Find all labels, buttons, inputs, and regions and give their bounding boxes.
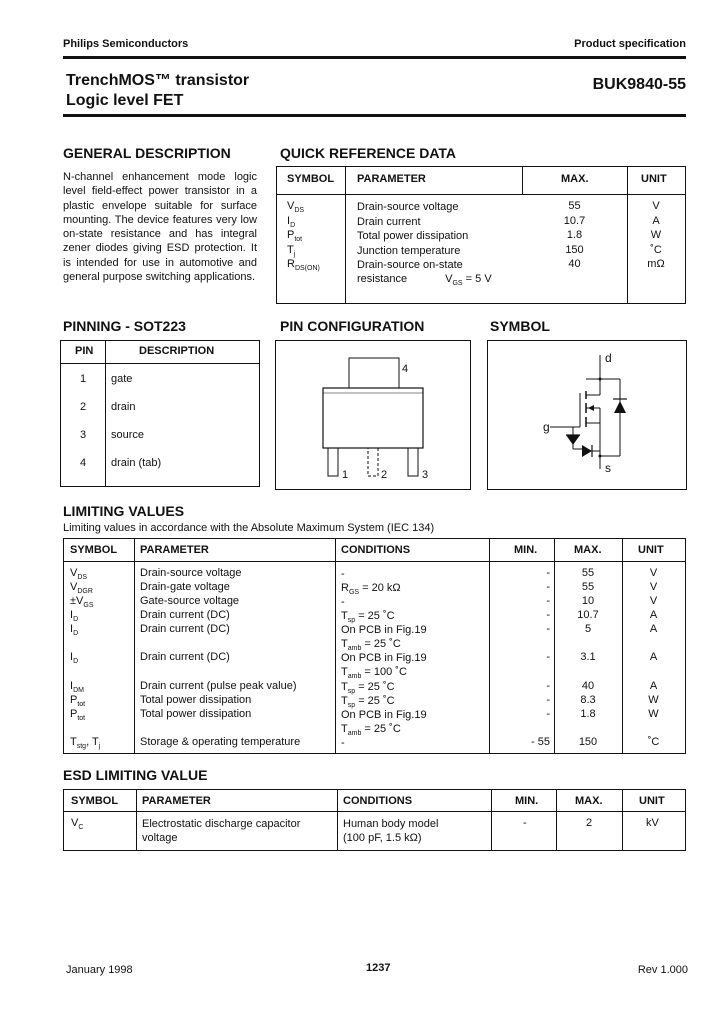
esd-col-max: MAX.	[575, 795, 603, 807]
mosfet-symbol-drawing	[488, 341, 686, 489]
qr-max: 10.7	[563, 214, 586, 227]
pin-description: drain	[111, 401, 136, 413]
qr-condition: $V_{GS} = 5$ V	[445, 273, 492, 288]
lv-max: 55	[581, 567, 595, 579]
lv-min: -	[546, 581, 550, 593]
lv-conditions: $T_{sp} = 25$ ˚C	[341, 610, 395, 625]
lv-max: 40	[581, 680, 595, 692]
lv-col-parameter: PARAMETER	[140, 544, 209, 556]
pin-col-pin: PIN	[75, 345, 94, 357]
esd-col-min: MIN.	[515, 795, 539, 807]
lv-parameter: Drain-gate voltage	[140, 581, 230, 593]
limiting-values-table	[63, 538, 686, 754]
lv-symbol: $I_D$	[70, 609, 79, 624]
lv-min: -	[546, 708, 550, 720]
lv-unit: ˚C	[647, 736, 660, 748]
qr-symbol: $P_{tot}$	[287, 229, 303, 244]
lv-max: 8.3	[580, 694, 596, 706]
lv-parameter: Drain current (DC)	[140, 609, 230, 621]
footer-rev: Rev 1.000	[637, 964, 688, 976]
lv-conditions: On PCB in Fig.19 $T_{amb} = 100$ ˚C	[341, 652, 427, 681]
lv-max: 3.1	[580, 651, 596, 663]
esd-symbol: $V_C$	[71, 817, 84, 832]
lv-max: 10.7	[577, 609, 599, 621]
lv-unit: A	[649, 609, 658, 621]
qr-unit: V	[652, 200, 660, 212]
lv-symbol: $\pm V_{GS}$	[70, 595, 94, 610]
esd-col-unit: UNIT	[639, 795, 665, 807]
esd-col-conditions: CONDITIONS	[343, 795, 413, 807]
lv-max: 10	[581, 595, 595, 607]
lv-symbol: $I_D$	[70, 651, 79, 666]
pin-configuration-heading: PIN CONFIGURATION	[280, 318, 425, 334]
lv-col-unit: UNIT	[638, 544, 664, 556]
qr-col-parameter: PARAMETER	[357, 173, 426, 185]
general-description-text: N-channel enhancement mode logic level field-effect power transistor in a plastic envelope suitable for surface mounting. The device features very low on-state resistance and has integral zener diodes giving ESD protection. It is intended for use in automotive and general purpose switching applications.	[63, 171, 257, 284]
qr-col-unit: UNIT	[641, 173, 667, 185]
lv-parameter: Drain-source voltage	[140, 567, 242, 579]
doc-type: Product specification	[574, 38, 686, 50]
esd-conditions: Human body model (100 pF, 1.5 kΩ)	[343, 818, 439, 844]
esd-parameter: Electrostatic discharge capacitor voltage	[142, 818, 301, 844]
symbol-label-gate: g	[543, 420, 550, 434]
lv-min: -	[546, 609, 550, 621]
qr-parameter: Junction temperature	[357, 244, 461, 257]
lv-symbol: $P_{tot}$	[70, 708, 86, 723]
qr-max: 40	[568, 258, 581, 270]
pin-number: 4	[79, 457, 87, 469]
lv-parameter: Storage & operating temperature	[140, 736, 301, 748]
symbol-label-source: s	[605, 461, 611, 475]
qr-symbol: $R_{DS(ON)}$	[287, 258, 320, 273]
esd-col-symbol: SYMBOL	[71, 795, 119, 807]
pin-number: 3	[79, 429, 87, 441]
lv-unit: W	[648, 694, 659, 706]
esd-unit: kV	[646, 817, 659, 829]
pin-col-description: DESCRIPTION	[139, 345, 215, 357]
esd-col-parameter: PARAMETER	[142, 795, 211, 807]
lv-unit: V	[649, 595, 658, 607]
lv-symbol: $V_{DGR}$	[70, 581, 93, 596]
lv-unit: A	[649, 651, 658, 663]
limiting-values-heading: LIMITING VALUES	[63, 503, 185, 519]
lv-symbol: $V_{DS}$	[70, 567, 88, 582]
symbol-box	[487, 340, 687, 490]
lv-min: -	[546, 680, 550, 692]
company-name: Philips Semiconductors	[63, 38, 189, 50]
lv-unit: A	[649, 623, 658, 635]
lv-min: -	[546, 623, 550, 635]
lv-unit: V	[649, 581, 658, 593]
qr-parameter: Drain current	[357, 215, 421, 228]
pin-label-2: 2	[381, 469, 388, 481]
qr-max: 150	[565, 243, 584, 256]
lv-conditions: -	[341, 568, 345, 580]
lv-parameter: Drain current (pulse peak value)	[140, 680, 297, 692]
part-number: BUK9840-55	[592, 76, 686, 93]
qr-unit: mΩ	[647, 258, 665, 270]
qr-parameter: Drain-source voltage	[357, 201, 459, 213]
lv-min: -	[546, 567, 550, 579]
lv-col-min: MIN.	[514, 544, 538, 556]
lv-min: -	[546, 595, 550, 607]
pin-label-3: 3	[422, 469, 429, 481]
lv-min: -	[546, 651, 550, 663]
lv-conditions: $T_{sp} = 25$ ˚C	[341, 681, 395, 696]
esd-heading: ESD LIMITING VALUE	[63, 767, 208, 783]
qr-symbol: $I_D$	[287, 214, 296, 229]
lv-symbol: $I_{DM}$	[70, 680, 84, 695]
pin-configuration-box	[275, 340, 471, 490]
lv-conditions: On PCB in Fig.19 $T_{amb} = 25$ ˚C	[341, 709, 427, 738]
qr-col-symbol: SYMBOL	[287, 173, 335, 185]
sot223-package-drawing	[276, 341, 470, 489]
qr-unit: ˚C	[650, 243, 662, 256]
symbol-label-drain: d	[605, 351, 612, 365]
pin-description: gate	[111, 373, 133, 385]
lv-symbol: $T_{stg}$, $T_j$	[70, 736, 101, 751]
lv-conditions: $R_{GS} = 20$ kΩ	[341, 582, 401, 597]
lv-parameter: Gate-source voltage	[140, 595, 240, 607]
esd-min: -	[523, 817, 527, 829]
title-rule	[63, 114, 686, 117]
qr-max: 55	[568, 200, 581, 212]
lv-symbol: $P_{tot}$	[70, 694, 86, 709]
qr-max: 1.8	[566, 229, 583, 241]
qr-unit: W	[650, 229, 662, 241]
lv-max: 55	[581, 581, 595, 593]
lv-parameter: Drain current (DC)	[140, 651, 230, 663]
lv-parameter: Total power dissipation	[140, 694, 252, 706]
pin-label-4: 4	[402, 363, 409, 375]
symbol-heading: SYMBOL	[490, 318, 550, 334]
limiting-values-subtitle: Limiting values in accordance with the Absolute Maximum System (IEC 134)	[63, 522, 435, 534]
title-line1: TrenchMOS™ transistor	[66, 72, 250, 89]
quick-reference-heading: QUICK REFERENCE DATA	[280, 145, 457, 161]
lv-parameter: Drain current (DC)	[140, 623, 230, 635]
pin-number: 2	[79, 401, 87, 413]
lv-unit: A	[649, 680, 658, 692]
footer-page: 1237	[366, 962, 391, 974]
lv-parameter: Total power dissipation	[140, 708, 252, 720]
lv-max: 5	[584, 623, 592, 635]
general-description-heading: GENERAL DESCRIPTION	[63, 145, 231, 161]
pin-description: source	[111, 429, 145, 441]
lv-max: 1.8	[580, 708, 596, 720]
lv-conditions: On PCB in Fig.19 $T_{amb} = 25$ ˚C	[341, 624, 427, 653]
lv-col-max: MAX.	[574, 544, 602, 556]
qr-parameter: Total power dissipation	[357, 230, 469, 242]
title-line2: Logic level FET	[66, 92, 184, 109]
qr-col-max: MAX.	[561, 173, 589, 185]
qr-symbol: $T_j$	[287, 243, 296, 258]
qr-symbol: $V_{DS}$	[287, 200, 305, 215]
esd-table	[63, 789, 686, 851]
lv-col-conditions: CONDITIONS	[341, 544, 411, 556]
quick-reference-table	[276, 166, 686, 304]
pinning-table	[60, 340, 260, 487]
lv-conditions: $T_{sp} = 25$ ˚C	[341, 695, 395, 710]
esd-max: 2	[586, 817, 593, 829]
pin-label-1: 1	[342, 469, 349, 481]
qr-unit: A	[652, 214, 660, 227]
lv-col-symbol: SYMBOL	[70, 544, 118, 556]
lv-unit: V	[649, 567, 658, 579]
qr-parameter: Drain-source on-state resistance $V_{GS} = 5$ V	[357, 259, 492, 288]
lv-conditions: -	[341, 737, 345, 749]
footer-date: January 1998	[66, 964, 133, 976]
pinning-heading: PINNING - SOT223	[63, 318, 186, 334]
lv-conditions: -	[341, 596, 345, 608]
lv-unit: W	[648, 708, 659, 720]
lv-min: -	[546, 694, 550, 706]
lv-max: 150	[578, 736, 598, 748]
lv-symbol: $I_D$	[70, 623, 79, 638]
pin-number: 1	[79, 373, 87, 385]
lv-min: - 55	[531, 736, 550, 748]
pin-description: drain (tab)	[111, 457, 162, 469]
header-rule	[63, 56, 686, 59]
